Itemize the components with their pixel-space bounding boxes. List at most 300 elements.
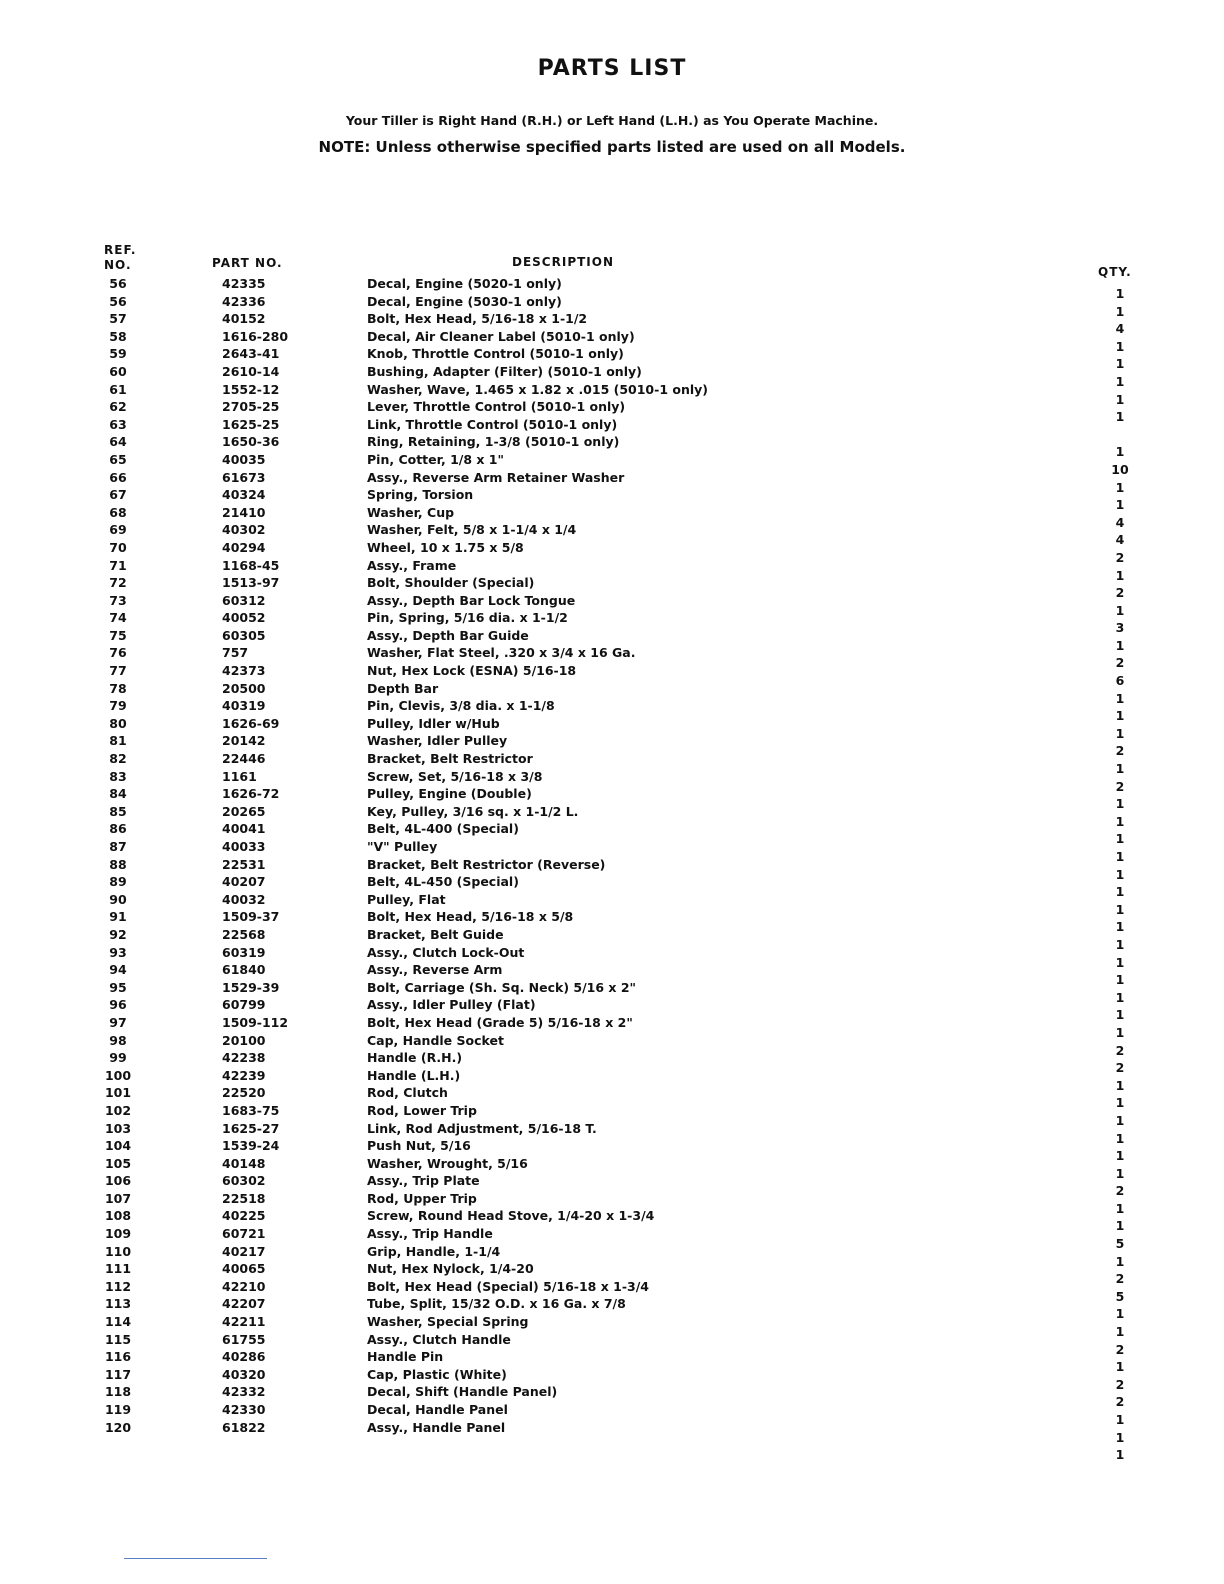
part-cell: 1616-280 [222,328,289,344]
qty-cell: 1 [1115,409,1125,425]
qty-cell: 1 [1115,1306,1125,1322]
part-cell: 1625-25 [222,416,280,432]
ref-cell: 99 [109,1050,127,1066]
part-cell: 1552-12 [222,381,280,397]
ref-cell: 73 [109,592,127,608]
table-row [0,750,1224,768]
description-cell: Bracket, Belt Restrictor (Reverse) [367,856,606,872]
part-cell: 40035 [222,451,266,467]
ref-cell: 93 [109,944,127,960]
table-row [0,521,1224,539]
ref-cell: 105 [104,1155,132,1171]
qty-cell: 1 [1115,936,1125,952]
ref-cell: 104 [104,1138,132,1154]
qty-cell: 1 [1115,1148,1125,1164]
part-cell: 1539-24 [222,1138,280,1154]
table-row [0,574,1224,592]
qty-cell: 1 [1115,813,1125,829]
qty-cell: 1 [1115,303,1125,319]
description-cell: Pin, Clevis, 3/8 dia. x 1-1/8 [367,698,555,714]
qty-cell: 2 [1115,1376,1125,1392]
qty-cell: 1 [1115,1253,1125,1269]
part-cell: 20265 [222,803,266,819]
table-row [0,697,1224,715]
table-row [0,1067,1224,1085]
qty-cell: 2 [1115,585,1125,601]
part-cell: 42335 [222,276,266,291]
part-cell: 60302 [222,1173,266,1189]
description-cell: Assy., Clutch Lock-Out [367,944,525,960]
part-cell: 40148 [222,1155,266,1171]
ref-header-line2: NO. [104,258,132,272]
ref-cell: 83 [109,768,127,784]
ref-cell: 113 [104,1296,132,1312]
qty-cell: 1 [1115,444,1125,460]
description-cell: Cap, Handle Socket [367,1032,504,1048]
description-cell: Bolt, Hex Head, 5/16-18 x 1-1/2 [367,311,588,327]
description-cell: Pulley, Idler w/Hub [367,715,500,731]
description-cell: Assy., Idler Pulley (Flat) [367,997,536,1013]
qty-cell: 1 [1115,1007,1125,1023]
part-cell: 22568 [222,926,266,942]
table-row [0,1084,1224,1102]
table-row [0,1137,1224,1155]
part-cell: 22446 [222,751,266,767]
part-cell: 2643-41 [222,346,280,362]
qty-cell: 1 [1115,391,1125,407]
description-cell: Assy., Trip Handle [367,1226,493,1242]
description-cell: Push Nut, 5/16 [367,1138,471,1154]
ref-cell: 100 [104,1067,132,1083]
qty-cell: 1 [1115,796,1125,812]
qty-cell: 1 [1115,1077,1125,1093]
description-cell: Nut, Hex Lock (ESNA) 5/16-18 [367,663,577,679]
table-row [0,1331,1224,1349]
ref-cell: 90 [109,891,127,907]
qty-cell: 1 [1115,954,1125,970]
part-cell: 40032 [222,891,266,907]
ref-cell: 56 [109,276,127,291]
part-cell: 1168-45 [222,557,280,573]
ref-cell: 103 [104,1120,132,1136]
qty-cell: 3 [1115,620,1125,636]
table-row [0,1102,1224,1120]
footer-rule [124,1558,267,1559]
qty-cell: 10 [1111,461,1129,477]
table-row [0,979,1224,997]
qty-cell: 1 [1115,1218,1125,1234]
description-cell: Bracket, Belt Restrictor [367,751,533,767]
description-cell: Bolt, Hex Head (Grade 5) 5/16-18 x 2" [367,1014,633,1030]
part-cell: 42207 [222,1296,266,1312]
qty-cell: 1 [1115,761,1125,777]
part-cell: 42239 [222,1067,266,1083]
qty-cell: 2 [1115,743,1125,759]
ref-cell: 67 [109,487,127,503]
ref-cell: 120 [104,1419,132,1435]
qty-cell: 2 [1115,549,1125,565]
qty-cell: 2 [1115,655,1125,671]
qty-cell: 1 [1115,972,1125,988]
ref-cell: 115 [104,1331,132,1347]
description-cell: Depth Bar [367,680,439,696]
table-row [0,785,1224,803]
description-cell: Decal, Handle Panel [367,1402,508,1417]
table-row [0,557,1224,575]
table-row [0,469,1224,487]
description-cell: Handle (R.H.) [367,1050,463,1066]
table-row [0,1190,1224,1208]
ref-cell: 118 [104,1384,132,1400]
description-cell: Rod, Clutch [367,1085,448,1101]
description-cell: Assy., Handle Panel [367,1419,506,1435]
table-row [0,680,1224,698]
ref-cell: 111 [104,1261,132,1277]
table-row [0,715,1224,733]
table-row [0,926,1224,944]
ref-cell: 82 [109,751,127,767]
qty-cell: 1 [1115,373,1125,389]
qty-cell: 1 [1115,602,1125,618]
description-cell: "V" Pulley [367,839,438,854]
part-cell: 21410 [222,504,266,520]
table-row [0,504,1224,522]
description-cell: Decal, Engine (5020-1 only) [367,276,562,291]
note: NOTE: Unless otherwise specified parts listed are used on all Models. [318,138,906,156]
part-cell: 42373 [222,663,266,679]
description-cell: Washer, Idler Pulley [367,733,508,749]
description-cell: Pulley, Flat [367,891,446,907]
qty-cell [1100,426,1140,444]
ref-cell: 84 [109,786,127,802]
ref-cell: 116 [104,1349,132,1365]
ref-cell: 108 [104,1208,132,1224]
description-header: DESCRIPTION [512,255,615,269]
part-cell: 42336 [222,293,266,309]
qty-cell: 1 [1115,1024,1125,1040]
part-cell: 22531 [222,856,266,872]
ref-cell: 60 [109,363,127,379]
ref-cell: 79 [109,698,127,714]
part-cell: 40041 [222,821,266,837]
ref-cell: 66 [109,469,127,485]
qty-column [1100,285,1140,1464]
description-cell: Handle Pin [367,1349,444,1365]
table-row [0,416,1224,434]
part-cell: 40207 [222,874,266,890]
ref-cell: 75 [109,627,127,643]
part-cell: 40152 [222,311,266,327]
table-row [0,433,1224,451]
qty-cell: 2 [1115,1060,1125,1076]
part-cell: 1626-72 [222,786,280,802]
description-cell: Decal, Shift (Handle Panel) [367,1384,558,1400]
table-row [0,1366,1224,1384]
ref-cell: 92 [109,926,127,942]
qty-header: QTY. [1098,265,1132,279]
part-cell: 60319 [222,944,266,960]
description-cell: Assy., Reverse Arm [367,962,503,978]
table-row [0,1032,1224,1050]
ref-cell: 107 [104,1190,132,1206]
qty-cell: 1 [1115,1095,1125,1111]
part-cell: 1650-36 [222,434,280,450]
description-cell: Screw, Round Head Stove, 1/4-20 x 1-3/4 [367,1208,655,1224]
description-cell: Assy., Reverse Arm Retainer Washer [367,469,625,485]
qty-cell: 1 [1115,866,1125,882]
part-cell: 1625-27 [222,1120,280,1136]
ref-cell: 89 [109,874,127,890]
description-cell: Washer, Felt, 5/8 x 1-1/4 x 1/4 [367,522,577,538]
ref-header-line1: REF. [104,243,137,257]
description-cell: Bracket, Belt Guide [367,926,504,942]
part-cell: 40320 [222,1366,266,1382]
part-cell: 40319 [222,698,266,714]
qty-cell: 2 [1115,1183,1125,1199]
table-row [0,856,1224,874]
ref-cell: 98 [109,1032,127,1048]
ref-cell: 110 [104,1243,132,1259]
part-cell: 1683-75 [222,1102,280,1118]
description-cell: Decal, Air Cleaner Label (5010-1 only) [367,328,635,344]
ref-cell: 117 [104,1366,132,1382]
ref-cell: 69 [109,522,127,538]
qty-cell: 1 [1115,989,1125,1005]
part-cell: 60799 [222,997,266,1013]
ref-cell: 77 [109,663,127,679]
ref-cell: 62 [109,399,127,415]
ref-cell: 101 [104,1085,132,1101]
table-row [0,908,1224,926]
part-cell: 40294 [222,539,266,555]
qty-cell: 1 [1115,1200,1125,1216]
table-row [0,1278,1224,1296]
table-row [0,398,1224,416]
ref-cell: 64 [109,434,127,450]
qty-cell: 1 [1115,637,1125,653]
description-cell: Decal, Engine (5030-1 only) [367,293,562,309]
qty-cell: 1 [1115,1112,1125,1128]
description-cell: Bolt, Hex Head (Special) 5/16-18 x 1-3/4 [367,1278,649,1294]
table-row [0,838,1224,856]
ref-cell: 61 [109,381,127,397]
description-cell: Assy., Clutch Handle [367,1331,511,1347]
table-row [0,662,1224,680]
description-cell: Assy., Frame [367,557,457,573]
part-cell: 40065 [222,1261,266,1277]
part-cell: 757 [222,645,249,661]
qty-cell: 2 [1115,1271,1125,1287]
description-cell: Pin, Cotter, 1/8 x 1" [367,451,504,467]
ref-cell: 65 [109,451,127,467]
description-cell: Assy., Trip Plate [367,1173,480,1189]
description-cell: Cap, Plastic (White) [367,1366,507,1382]
part-cell: 1626-69 [222,715,280,731]
description-cell: Wheel, 10 x 1.75 x 5/8 [367,539,524,555]
qty-cell: 1 [1115,1165,1125,1181]
qty-cell: 1 [1115,831,1125,847]
table-row [0,873,1224,891]
description-cell: Bolt, Carriage (Sh. Sq. Neck) 5/16 x 2" [367,979,637,995]
part-cell: 40033 [222,839,266,854]
ref-cell: 96 [109,997,127,1013]
table-row [0,363,1224,381]
qty-cell: 1 [1115,1447,1125,1463]
part-cell: 42332 [222,1384,266,1400]
table-row [0,1049,1224,1067]
part-cell: 40052 [222,610,266,626]
qty-cell: 1 [1115,479,1125,495]
part-cell: 40286 [222,1349,266,1365]
ref-cell: 81 [109,733,127,749]
part-cell: 61755 [222,1331,266,1347]
table-row [0,275,1224,293]
table-row [0,592,1224,610]
table-row [0,1260,1224,1278]
qty-cell: 2 [1115,1042,1125,1058]
qty-cell: 1 [1115,849,1125,864]
qty-cell: 1 [1115,356,1125,372]
qty-cell: 2 [1115,1394,1125,1410]
qty-cell: 1 [1115,690,1125,706]
part-cell: 42330 [222,1402,266,1417]
part-cell: 1509-112 [222,1014,289,1030]
description-cell: Handle (L.H.) [367,1067,461,1083]
description-cell: Assy., Depth Bar Lock Tongue [367,592,576,608]
part-cell: 1529-39 [222,979,280,995]
description-cell: Washer, Special Spring [367,1314,529,1330]
ref-cell: 95 [109,979,127,995]
ref-cell: 76 [109,645,127,661]
part-cell: 40302 [222,522,266,538]
table-row [0,539,1224,557]
part-cell: 22520 [222,1085,266,1101]
description-cell: Washer, Flat Steel, .320 x 3/4 x 16 Ga. [367,645,636,661]
part-cell: 42210 [222,1278,266,1294]
ref-cell: 94 [109,962,127,978]
part-cell: 60721 [222,1226,266,1242]
ref-cell: 74 [109,610,127,626]
table-row [0,944,1224,962]
description-cell: Rod, Upper Trip [367,1190,477,1206]
ref-cell: 63 [109,416,127,432]
description-cell: Link, Throttle Control (5010-1 only) [367,416,618,432]
ref-cell: 119 [104,1402,132,1417]
part-cell: 20142 [222,733,266,749]
qty-cell: 1 [1115,497,1125,513]
ref-cell: 86 [109,821,127,837]
qty-cell: 2 [1115,778,1125,794]
part-cell: 42211 [222,1314,266,1330]
description-cell: Washer, Wrought, 5/16 [367,1155,528,1171]
table-row [0,1014,1224,1032]
table-row [0,1419,1224,1437]
ref-cell: 58 [109,328,127,344]
table-row [0,1313,1224,1331]
table-row [0,768,1224,786]
table-row [0,1120,1224,1138]
ref-cell: 57 [109,311,127,327]
description-cell: Key, Pulley, 3/16 sq. x 1-1/2 L. [367,803,579,819]
description-cell: Rod, Lower Trip [367,1102,477,1118]
ref-cell: 71 [109,557,127,573]
description-cell: Belt, 4L-400 (Special) [367,821,519,837]
qty-cell: 1 [1115,1429,1125,1445]
part-cell: 60312 [222,592,266,608]
description-cell: Spring, Torsion [367,487,474,503]
qty-cell: 5 [1115,1236,1125,1252]
qty-cell: 1 [1115,1324,1125,1340]
table-row [0,310,1224,328]
description-cell: Grip, Handle, 1-1/4 [367,1243,501,1259]
part-header: PART NO. [212,256,283,270]
table-row [0,644,1224,662]
part-cell: 20500 [222,680,266,696]
table-row [0,1172,1224,1190]
part-cell: 40217 [222,1243,266,1259]
ref-cell: 88 [109,856,127,872]
description-cell: Assy., Depth Bar Guide [367,627,529,643]
description-cell: Belt, 4L-450 (Special) [367,874,519,890]
qty-cell: 1 [1115,567,1125,583]
ref-cell: 106 [104,1173,132,1189]
table-row [0,1225,1224,1243]
qty-cell: 1 [1115,338,1125,354]
table-row [0,820,1224,838]
ref-cell: 87 [109,839,127,854]
ref-cell: 56 [109,293,127,309]
ref-cell: 109 [104,1226,132,1242]
ref-cell: 78 [109,680,127,696]
part-cell: 1161 [222,768,257,784]
part-cell: 61840 [222,962,266,978]
part-cell: 2610-14 [222,363,280,379]
part-cell: 40225 [222,1208,266,1224]
ref-cell: 80 [109,715,127,731]
description-cell: Bushing, Adapter (Filter) (5010-1 only) [367,363,642,379]
part-cell: 42238 [222,1050,266,1066]
table-row [0,1383,1224,1401]
description-cell: Pin, Spring, 5/16 dia. x 1-1/2 [367,610,568,626]
table-row [0,961,1224,979]
table-row [0,1348,1224,1366]
table-row [0,345,1224,363]
qty-cell: 2 [1115,1341,1125,1357]
description-cell: Knob, Throttle Control (5010-1 only) [367,346,624,362]
description-cell: Pulley, Engine (Double) [367,786,532,802]
table-row [0,996,1224,1014]
description-cell: Link, Rod Adjustment, 5/16-18 T. [367,1120,597,1136]
ref-cell: 85 [109,803,127,819]
qty-cell: 4 [1115,514,1125,530]
table-row [0,1295,1224,1313]
table-row [0,486,1224,504]
subtitle: Your Tiller is Right Hand (R.H.) or Left Hand (L.H.) as You Operate Machine. [345,113,879,128]
parts-table [0,275,1224,1436]
part-cell: 61673 [222,469,266,485]
description-cell: Washer, Wave, 1.465 x 1.82 x .015 (5010-1 only) [367,381,709,397]
ref-cell: 70 [109,539,127,555]
table-row [0,381,1224,399]
table-row [0,451,1224,469]
ref-cell: 114 [104,1314,132,1330]
description-cell: Screw, Set, 5/16-18 x 3/8 [367,768,543,784]
qty-cell: 1 [1115,286,1125,301]
qty-cell: 1 [1115,884,1125,900]
description-cell: Ring, Retaining, 1-3/8 (5010-1 only) [367,434,620,450]
qty-cell: 1 [1115,919,1125,935]
part-cell: 40324 [222,487,266,503]
